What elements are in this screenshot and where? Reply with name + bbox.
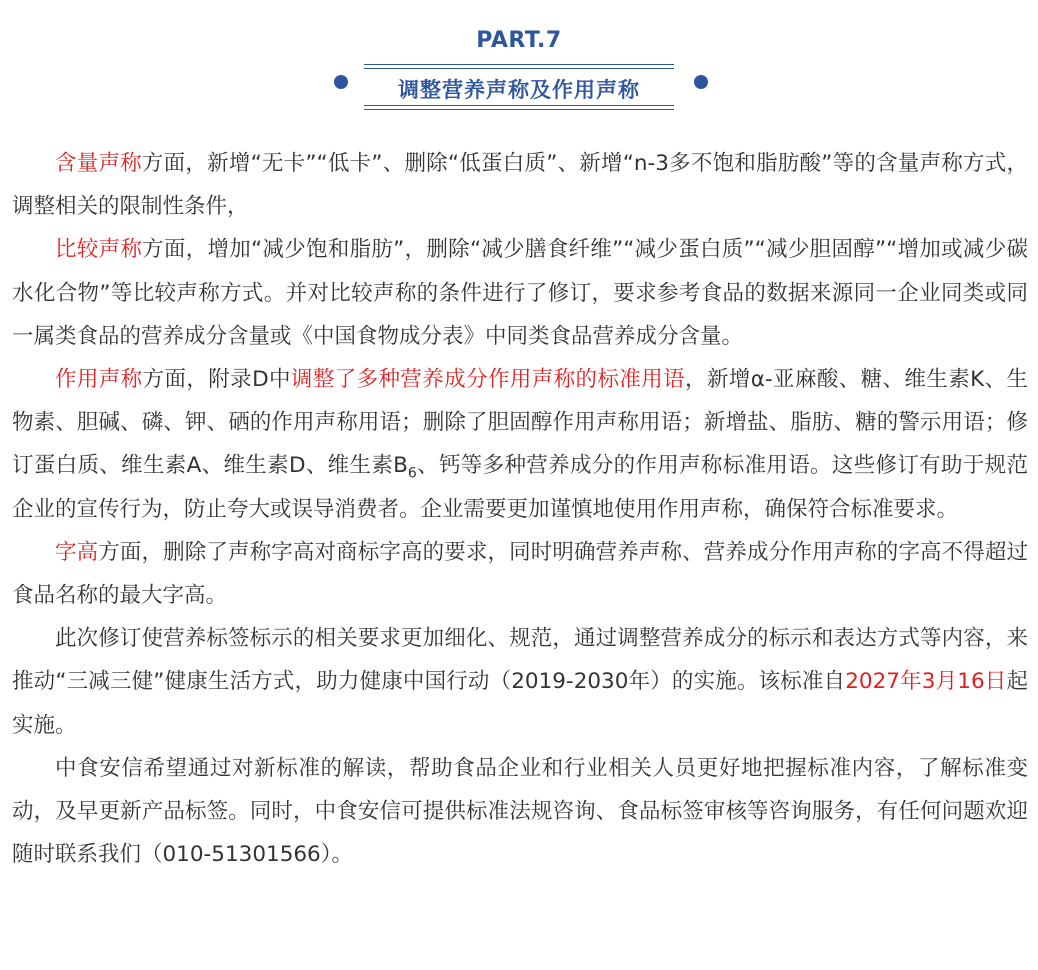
subscript-6: 6 [407,465,417,482]
part-label: PART.7 [476,28,562,53]
article-body [12,142,1028,876]
paragraph-contact [12,747,1028,877]
paragraph-text: ，新增α-亚麻酸、糖、维生素K、生物素、胆碱、磷、钾、硒的作用声称用语；删除了胆固醇作用声称用语；新增盐、脂肪、糖的警示用语；修订蛋白质、维生素A、维生素D、维生素B [12,367,1029,479]
paragraph-function-claim [12,358,1028,531]
paragraph-text: 方面，增加“减少饱和脂肪”，删除“减少膳食纤维”“减少蛋白质”“减少胆固醇”“增加或减少碳水化合物”等比较声称方式。并对比较声称的条件进行了修订，要求参考食品的数据来源同一企业同类或同一属类食品的营养成分含量或《中国食物成分表》中同类食品营养成分含量。 [12,237,1028,349]
section-title-box [364,64,674,110]
section-title: 调整营养声称及作用声称 [398,78,640,102]
highlight-font-height: 字高 [55,539,99,565]
paragraph-text: 、钙等多种营养成分的作用声称标准用语。这些修订有助于规范企业的宣传行为，防止夸大或误导消费者。企业需要更加谨慎地使用作用声称，确保符合标准要求。 [12,453,1028,522]
paragraph-comparative-claim [12,228,1028,358]
highlight-function-claim: 作用声称 [55,367,143,393]
paragraph-implementation [12,617,1028,747]
paragraph-font-height [12,531,1028,617]
highlight-standard-wording: 调整了多种营养成分作用声称的标准用语 [290,367,686,393]
paragraph-text: 起实施。 [12,669,1028,738]
paragraph-text: 方面，新增“无卡”“低卡”、删除“低蛋白质”、新增“n-3多不饱和脂肪酸”等的含量声称方式，调整相关的限制性条件， [12,151,1028,220]
section-header [0,0,1038,120]
paragraph-text: 方面，删除了声称字高对商标字高的要求，同时明确营养声称、营养成分作用声称的字高不得超过食品名称的最大字高。 [12,539,1028,609]
highlight-comparative-claim: 比较声称 [55,237,143,263]
highlight-effective-date: 2027年3月16日 [845,669,1007,695]
paragraph-text: 中食安信希望通过对新标准的解读，帮助食品企业和行业相关人员更好地把握标准内容，了解标准变动，及早更新产品标签。同时，中食安信可提供标准法规咨询、食品标签审核等咨询服务，有任何问题欢迎随时联系我们（010-51301566）。 [12,755,1028,868]
paragraph-text: 方面，附录D中 [142,367,291,393]
paragraph-text: 此次修订使营养标签标示的相关要求更加细化、规范，通过调整营养成分的标示和表达方式等内容，来推动“三减三健”健康生活方式，助力健康中国行动（2019-2030年）的实施。该标准自 [12,626,1028,695]
left-dot-icon [334,75,348,89]
highlight-content-claim: 含量声称 [55,151,142,176]
right-dot-icon [694,75,708,89]
paragraph-content-claim [12,142,1028,228]
